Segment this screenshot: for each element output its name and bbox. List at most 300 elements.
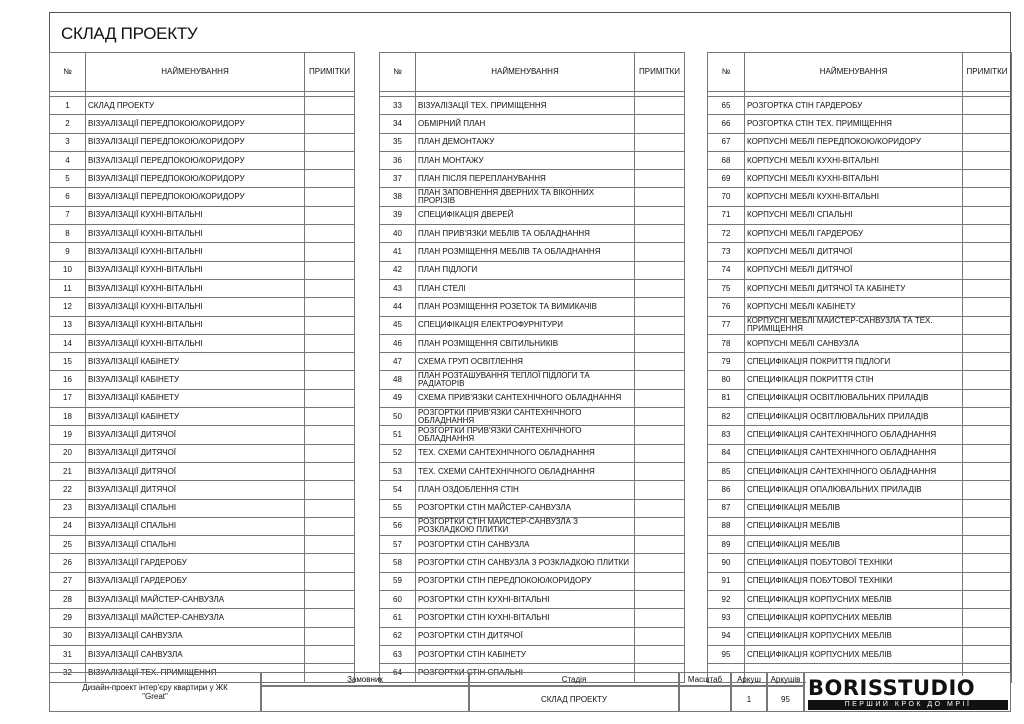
- table-row: [50, 261, 355, 279]
- row-notes: [305, 151, 355, 169]
- header-notes: ПРИМІТКИ: [635, 53, 685, 92]
- row-number: 12: [50, 298, 86, 316]
- row-number: 47: [380, 353, 416, 371]
- sheet-name: СКЛАД ПРОЕКТУ: [469, 686, 679, 712]
- row-notes: [305, 499, 355, 517]
- table-row: [708, 133, 1012, 151]
- project-name: Дизайн-проект інтер'єру квартири у ЖК "Great": [49, 672, 261, 712]
- row-number: 38: [380, 188, 416, 206]
- row-notes: [963, 151, 1012, 169]
- row-notes: [963, 97, 1012, 115]
- row-name: КОРПУСНІ МЕБЛІ КУХНІ-ВІТАЛЬНІ: [745, 170, 963, 188]
- row-notes: [635, 444, 685, 462]
- table-row: [380, 554, 685, 572]
- row-number: 2: [50, 115, 86, 133]
- table-row: [708, 591, 1012, 609]
- row-name: СХЕМА ГРУП ОСВІТЛЕННЯ: [416, 353, 635, 371]
- row-number: 69: [708, 170, 745, 188]
- row-name: СПЕЦИФІКАЦІЯ МЕБЛІВ: [745, 499, 963, 517]
- row-number: 71: [708, 206, 745, 224]
- row-name: ВІЗУАЛІЗАЦІЇ ГАРДЕРОБУ: [86, 572, 305, 590]
- row-name: РОЗГОРТКИ СТІН МАЙСТЕР-САНВУЗЛА З РОЗКЛАДКОЮ ПЛИТКИ: [416, 517, 635, 535]
- row-name: ВІЗУАЛІЗАЦІЇ КУХНІ-ВІТАЛЬНІ: [86, 298, 305, 316]
- table-row: [708, 572, 1012, 590]
- row-name: СПЕЦИФІКАЦІЯ ПОКРИТТЯ СТІН: [745, 371, 963, 389]
- table-header: [380, 53, 685, 92]
- row-notes: [305, 97, 355, 115]
- row-number: 16: [50, 371, 86, 389]
- row-name: ВІЗУАЛІЗАЦІЇ ПЕРЕДПОКОЮ/КОРИДОРУ: [86, 188, 305, 206]
- table-row: [380, 243, 685, 261]
- row-name: РОЗГОРТКИ СТІН МАЙСТЕР-САНВУЗЛА: [416, 499, 635, 517]
- table-row: [380, 481, 685, 499]
- row-name: РОЗГОРТКИ СТІН КУХНІ-ВІТАЛЬНІ: [416, 609, 635, 627]
- row-number: 37: [380, 170, 416, 188]
- row-number: 58: [380, 554, 416, 572]
- row-notes: [635, 170, 685, 188]
- row-number: 60: [380, 591, 416, 609]
- row-name: РОЗГОРТКИ СТІН КАБІНЕТУ: [416, 645, 635, 663]
- table-row: [708, 225, 1012, 243]
- row-name: РОЗГОРТКИ СТІН КУХНІ-ВІТАЛЬНІ: [416, 591, 635, 609]
- table-row: [50, 591, 355, 609]
- table-row: [708, 517, 1012, 535]
- row-name: КОРПУСНІ МЕБЛІ ДИТЯЧОЇ ТА КАБІНЕТУ: [745, 279, 963, 297]
- table-row: [380, 609, 685, 627]
- contents-table-2: [379, 52, 685, 683]
- row-name: СПЕЦИФІКАЦІЯ КОРПУСНИХ МЕБЛІВ: [745, 591, 963, 609]
- table-row: [380, 389, 685, 407]
- row-notes: [963, 609, 1012, 627]
- row-number: 26: [50, 554, 86, 572]
- table-row: [50, 97, 355, 115]
- row-number: 51: [380, 426, 416, 444]
- table-row: [708, 462, 1012, 480]
- header-num: №: [708, 53, 745, 92]
- table-row: [380, 261, 685, 279]
- row-name: КОРПУСНІ МЕБЛІ САНВУЗЛА: [745, 334, 963, 352]
- row-notes: [635, 499, 685, 517]
- table-row: [50, 316, 355, 334]
- row-name: РОЗГОРТКИ СТІН ПЕРЕДПОКОЮ/КОРИДОРУ: [416, 572, 635, 590]
- row-notes: [963, 536, 1012, 554]
- row-name: КОРПУСНІ МЕБЛІ ПЕРЕДПОКОЮ/КОРИДОРУ: [745, 133, 963, 151]
- row-number: 44: [380, 298, 416, 316]
- table-row: [50, 170, 355, 188]
- row-name: РОЗГОРТКА СТІН ТЕХ. ПРИМІЩЕННЯ: [745, 115, 963, 133]
- row-notes: [305, 609, 355, 627]
- row-notes: [305, 645, 355, 663]
- row-notes: [963, 334, 1012, 352]
- row-notes: [305, 536, 355, 554]
- row-notes: [305, 243, 355, 261]
- row-number: 53: [380, 462, 416, 480]
- sheet-value: 1: [731, 686, 767, 712]
- row-number: 22: [50, 481, 86, 499]
- sheet-label: Аркуш: [731, 672, 767, 686]
- table-row: [50, 609, 355, 627]
- table-row: [708, 499, 1012, 517]
- table-row: [50, 151, 355, 169]
- row-number: 68: [708, 151, 745, 169]
- row-notes: [963, 115, 1012, 133]
- row-number: 33: [380, 97, 416, 115]
- row-name: КОРПУСНІ МЕБЛІ КАБІНЕТУ: [745, 298, 963, 316]
- row-name: ВІЗУАЛІЗАЦІЇ КУХНІ-ВІТАЛЬНІ: [86, 316, 305, 334]
- row-name: ВІЗУАЛІЗАЦІЇ ТЕХ. ПРИМІЩЕННЯ: [416, 97, 635, 115]
- row-name: СПЕЦИФІКАЦІЯ ЕЛЕКТРОФУРНІТУРИ: [416, 316, 635, 334]
- row-notes: [305, 554, 355, 572]
- scale-value: [679, 686, 731, 712]
- table-row: [380, 97, 685, 115]
- row-notes: [305, 115, 355, 133]
- row-number: 54: [380, 481, 416, 499]
- table-row: [50, 408, 355, 426]
- row-name: ВІЗУАЛІЗАЦІЇ ПЕРЕДПОКОЮ/КОРИДОРУ: [86, 151, 305, 169]
- table-row: [380, 371, 685, 389]
- row-notes: [635, 353, 685, 371]
- row-number: 5: [50, 170, 86, 188]
- row-name: ВІЗУАЛІЗАЦІЇ КУХНІ-ВІТАЛЬНІ: [86, 225, 305, 243]
- row-notes: [635, 462, 685, 480]
- table-row: [50, 279, 355, 297]
- row-number: 19: [50, 426, 86, 444]
- row-notes: [963, 627, 1012, 645]
- row-notes: [963, 170, 1012, 188]
- row-number: 32: [50, 664, 86, 682]
- row-notes: [635, 591, 685, 609]
- row-number: 27: [50, 572, 86, 590]
- row-number: 93: [708, 609, 745, 627]
- row-number: 90: [708, 554, 745, 572]
- table-row: [708, 408, 1012, 426]
- row-number: 15: [50, 353, 86, 371]
- table-header: [708, 53, 1012, 92]
- row-notes: [635, 298, 685, 316]
- table-row: [380, 170, 685, 188]
- row-notes: [963, 572, 1012, 590]
- table-row: [708, 298, 1012, 316]
- table-row: [708, 279, 1012, 297]
- row-name: РОЗГОРТКИ СТІН ДИТЯЧОЇ: [416, 627, 635, 645]
- row-number: 80: [708, 371, 745, 389]
- row-number: 48: [380, 371, 416, 389]
- row-name: СХЕМА ПРИВ'ЯЗКИ САНТЕХНІЧНОГО ОБЛАДНАННЯ: [416, 389, 635, 407]
- row-number: 29: [50, 609, 86, 627]
- row-number: 56: [380, 517, 416, 535]
- row-name: ВІЗУАЛІЗАЦІЇ СПАЛЬНІ: [86, 536, 305, 554]
- table-header: [50, 53, 355, 92]
- table-row: [50, 389, 355, 407]
- row-name: СПЕЦИФІКАЦІЯ ОПАЛЮВАЛЬНИХ ПРИЛАДІВ: [745, 481, 963, 499]
- row-name: ВІЗУАЛІЗАЦІЇ СПАЛЬНІ: [86, 517, 305, 535]
- row-name: ВІЗУАЛІЗАЦІЇ ТЕХ. ПРИМІЩЕННЯ: [86, 664, 305, 682]
- row-name: ВІЗУАЛІЗАЦІЇ КУХНІ-ВІТАЛЬНІ: [86, 261, 305, 279]
- logo-tagline: ПЕРШИЙ КРОК ДО МРІЇ: [808, 700, 1008, 710]
- row-number: 61: [380, 609, 416, 627]
- row-notes: [635, 609, 685, 627]
- row-notes: [963, 591, 1012, 609]
- row-notes: [305, 389, 355, 407]
- stage-label: Стадія: [469, 672, 679, 686]
- table-row: [50, 554, 355, 572]
- row-number: 46: [380, 334, 416, 352]
- row-number: 75: [708, 279, 745, 297]
- row-notes: [305, 133, 355, 151]
- row-name: КОРПУСНІ МЕБЛІ ГАРДЕРОБУ: [745, 225, 963, 243]
- header-name: НАЙМЕНУВАННЯ: [86, 53, 305, 92]
- row-number: 95: [708, 645, 745, 663]
- row-notes: [635, 151, 685, 169]
- row-number: 9: [50, 243, 86, 261]
- table-row: [50, 499, 355, 517]
- sheets-value: 95: [767, 686, 804, 712]
- row-notes: [963, 426, 1012, 444]
- table-row: [380, 115, 685, 133]
- row-name: КОРПУСНІ МЕБЛІ ДИТЯЧОЇ: [745, 261, 963, 279]
- row-number: 92: [708, 591, 745, 609]
- client-label: Замовник: [261, 672, 469, 686]
- table-row: [708, 261, 1012, 279]
- row-name: ПЛАН ПРИВ'ЯЗКИ МЕБЛІВ ТА ОБЛАДНАННЯ: [416, 225, 635, 243]
- table-row: [380, 334, 685, 352]
- row-notes: [635, 426, 685, 444]
- row-number: 35: [380, 133, 416, 151]
- table-row: [708, 243, 1012, 261]
- logo-name: BORISSTUDIO: [808, 676, 976, 700]
- row-name: ВІЗУАЛІЗАЦІЇ ПЕРЕДПОКОЮ/КОРИДОРУ: [86, 133, 305, 151]
- row-number: 74: [708, 261, 745, 279]
- row-name: ПЛАН РОЗМІЩЕННЯ РОЗЕТОК ТА ВИМИКАЧІВ: [416, 298, 635, 316]
- row-notes: [305, 206, 355, 224]
- table-row: [708, 627, 1012, 645]
- row-name: СПЕЦИФІКАЦІЯ ОСВІТЛЮВАЛЬНИХ ПРИЛАДІВ: [745, 389, 963, 407]
- table-row: [380, 188, 685, 206]
- row-number: 10: [50, 261, 86, 279]
- table-row: [380, 591, 685, 609]
- table-row: [50, 188, 355, 206]
- table-row: [708, 426, 1012, 444]
- row-notes: [635, 133, 685, 151]
- row-notes: [305, 316, 355, 334]
- table-row: [50, 426, 355, 444]
- row-notes: [963, 133, 1012, 151]
- row-number: 55: [380, 499, 416, 517]
- row-name: СПЕЦИФІКАЦІЯ ПОКРИТТЯ ПІДЛОГИ: [745, 353, 963, 371]
- table-row: [708, 444, 1012, 462]
- row-name: СПЕЦИФІКАЦІЯ КОРПУСНИХ МЕБЛІВ: [745, 645, 963, 663]
- row-notes: [305, 371, 355, 389]
- table-row: [50, 627, 355, 645]
- row-number: 20: [50, 444, 86, 462]
- header-name: НАЙМЕНУВАННЯ: [416, 53, 635, 92]
- table-row: [708, 389, 1012, 407]
- row-notes: [963, 462, 1012, 480]
- row-name: КОРПУСНІ МЕБЛІ КУХНІ-ВІТАЛЬНІ: [745, 188, 963, 206]
- row-number: 28: [50, 591, 86, 609]
- row-name: СКЛАД ПРОЕКТУ: [86, 97, 305, 115]
- row-number: 41: [380, 243, 416, 261]
- row-number: 21: [50, 462, 86, 480]
- row-notes: [963, 225, 1012, 243]
- table-row: [708, 554, 1012, 572]
- row-notes: [635, 334, 685, 352]
- row-name: ПЛАН МОНТАЖУ: [416, 151, 635, 169]
- row-name: ВІЗУАЛІЗАЦІЇ ПЕРЕДПОКОЮ/КОРИДОРУ: [86, 115, 305, 133]
- row-name: СПЕЦИФІКАЦІЯ САНТЕХНІЧНОГО ОБЛАДНАННЯ: [745, 444, 963, 462]
- row-name: РОЗГОРТКИ СТІН СПАЛЬНІ: [416, 664, 635, 682]
- row-number: 89: [708, 536, 745, 554]
- table-row: [50, 645, 355, 663]
- row-notes: [963, 261, 1012, 279]
- row-name: ВІЗУАЛІЗАЦІЇ КАБІНЕТУ: [86, 408, 305, 426]
- row-notes: [963, 371, 1012, 389]
- row-notes: [305, 572, 355, 590]
- row-name: РОЗГОРТКА СТІН ГАРДЕРОБУ: [745, 97, 963, 115]
- row-notes: [305, 188, 355, 206]
- table-row: [708, 170, 1012, 188]
- studio-logo: [806, 676, 1010, 710]
- row-notes: [963, 499, 1012, 517]
- table-row: [708, 481, 1012, 499]
- row-name: СПЕЦИФІКАЦІЯ ПОБУТОВОЇ ТЕХНІКИ: [745, 554, 963, 572]
- row-name: ПЛАН СТЕЛІ: [416, 279, 635, 297]
- table-row: [50, 536, 355, 554]
- row-number: 40: [380, 225, 416, 243]
- row-name: ПЛАН ПІДЛОГИ: [416, 261, 635, 279]
- row-number: 79: [708, 353, 745, 371]
- table-row: [380, 279, 685, 297]
- row-number: 52: [380, 444, 416, 462]
- row-name: СПЕЦИФІКАЦІЯ КОРПУСНИХ МЕБЛІВ: [745, 609, 963, 627]
- row-number: 84: [708, 444, 745, 462]
- row-notes: [305, 462, 355, 480]
- row-name: ОБМІРНИЙ ПЛАН: [416, 115, 635, 133]
- row-number: 6: [50, 188, 86, 206]
- row-notes: [305, 591, 355, 609]
- row-notes: [963, 243, 1012, 261]
- row-notes: [305, 627, 355, 645]
- row-number: 30: [50, 627, 86, 645]
- client-value: [261, 686, 469, 712]
- row-name: ВІЗУАЛІЗАЦІЇ КАБІНЕТУ: [86, 389, 305, 407]
- row-notes: [963, 316, 1012, 334]
- table-row: [50, 444, 355, 462]
- header-notes: ПРИМІТКИ: [963, 53, 1012, 92]
- row-name: ПЛАН РОЗМІЩЕННЯ СВІТИЛЬНИКІВ: [416, 334, 635, 352]
- table-row: [708, 115, 1012, 133]
- table-row: [708, 645, 1012, 663]
- row-number: 91: [708, 572, 745, 590]
- table-row: [50, 298, 355, 316]
- row-notes: [305, 444, 355, 462]
- row-notes: [635, 225, 685, 243]
- table-row: [708, 206, 1012, 224]
- table-row: [50, 353, 355, 371]
- row-notes: [635, 206, 685, 224]
- table-row: [708, 371, 1012, 389]
- row-number: 73: [708, 243, 745, 261]
- row-number: 4: [50, 151, 86, 169]
- row-name: КОРПУСНІ МЕБЛІ КУХНІ-ВІТАЛЬНІ: [745, 151, 963, 169]
- table-row: [380, 444, 685, 462]
- row-notes: [963, 298, 1012, 316]
- row-notes: [635, 188, 685, 206]
- row-notes: [963, 481, 1012, 499]
- row-number: 17: [50, 389, 86, 407]
- row-number: 77: [708, 316, 745, 334]
- row-notes: [305, 225, 355, 243]
- row-notes: [635, 536, 685, 554]
- table-row: [50, 115, 355, 133]
- table-row: [50, 225, 355, 243]
- table-row: [708, 609, 1012, 627]
- row-name: ВІЗУАЛІЗАЦІЇ КУХНІ-ВІТАЛЬНІ: [86, 243, 305, 261]
- row-number: 81: [708, 389, 745, 407]
- row-name: ВІЗУАЛІЗАЦІЇ КУХНІ-ВІТАЛЬНІ: [86, 334, 305, 352]
- row-number: 7: [50, 206, 86, 224]
- table-row: [708, 353, 1012, 371]
- row-name: ВІЗУАЛІЗАЦІЇ КУХНІ-ВІТАЛЬНІ: [86, 206, 305, 224]
- row-notes: [635, 645, 685, 663]
- row-name: СПЕЦИФІКАЦІЯ ДВЕРЕЙ: [416, 206, 635, 224]
- row-notes: [635, 481, 685, 499]
- header-num: №: [50, 53, 86, 92]
- header-name: НАЙМЕНУВАННЯ: [745, 53, 963, 92]
- row-number: 8: [50, 225, 86, 243]
- table-row: [380, 426, 685, 444]
- row-name: РОЗГОРТКИ СТІН САНВУЗЛА: [416, 536, 635, 554]
- table-row: [50, 517, 355, 535]
- row-name: ВІЗУАЛІЗАЦІЇ САНВУЗЛА: [86, 645, 305, 663]
- header-notes: ПРИМІТКИ: [305, 53, 355, 92]
- row-name: ВІЗУАЛІЗАЦІЇ ДИТЯЧОЇ: [86, 462, 305, 480]
- row-name: ТЕХ. СХЕМИ САНТЕХНІЧНОГО ОБЛАДНАННЯ: [416, 462, 635, 480]
- table-row: [380, 627, 685, 645]
- table-row: [708, 151, 1012, 169]
- row-notes: [635, 115, 685, 133]
- row-notes: [635, 279, 685, 297]
- row-notes: [635, 572, 685, 590]
- table-row: [380, 151, 685, 169]
- row-notes: [635, 243, 685, 261]
- row-number: 62: [380, 627, 416, 645]
- row-number: 34: [380, 115, 416, 133]
- row-number: 49: [380, 389, 416, 407]
- scale-label: Масштаб: [679, 672, 731, 686]
- row-number: 83: [708, 426, 745, 444]
- row-name: ПЛАН ОЗДОБЛЕННЯ СТІН: [416, 481, 635, 499]
- row-name: СПЕЦИФІКАЦІЯ ПОБУТОВОЇ ТЕХНІКИ: [745, 572, 963, 590]
- row-name: ПЛАН ЗАПОВНЕННЯ ДВЕРНИХ ТА ВІКОННИХ ПРОРІЗІВ: [416, 188, 635, 206]
- row-notes: [963, 517, 1012, 535]
- row-number: 13: [50, 316, 86, 334]
- row-notes: [963, 279, 1012, 297]
- row-name: СПЕЦИФІКАЦІЯ САНТЕХНІЧНОГО ОБЛАДНАННЯ: [745, 426, 963, 444]
- row-name: СПЕЦИФІКАЦІЯ ОСВІТЛЮВАЛЬНИХ ПРИЛАДІВ: [745, 408, 963, 426]
- row-name: ВІЗУАЛІЗАЦІЇ КАБІНЕТУ: [86, 353, 305, 371]
- row-number: 63: [380, 645, 416, 663]
- row-number: 78: [708, 334, 745, 352]
- table-row: [50, 133, 355, 151]
- row-number: 66: [708, 115, 745, 133]
- sheets-label: Аркушів: [767, 672, 804, 686]
- row-number: 24: [50, 517, 86, 535]
- row-notes: [635, 389, 685, 407]
- table-row: [380, 133, 685, 151]
- row-notes: [963, 554, 1012, 572]
- row-number: 85: [708, 462, 745, 480]
